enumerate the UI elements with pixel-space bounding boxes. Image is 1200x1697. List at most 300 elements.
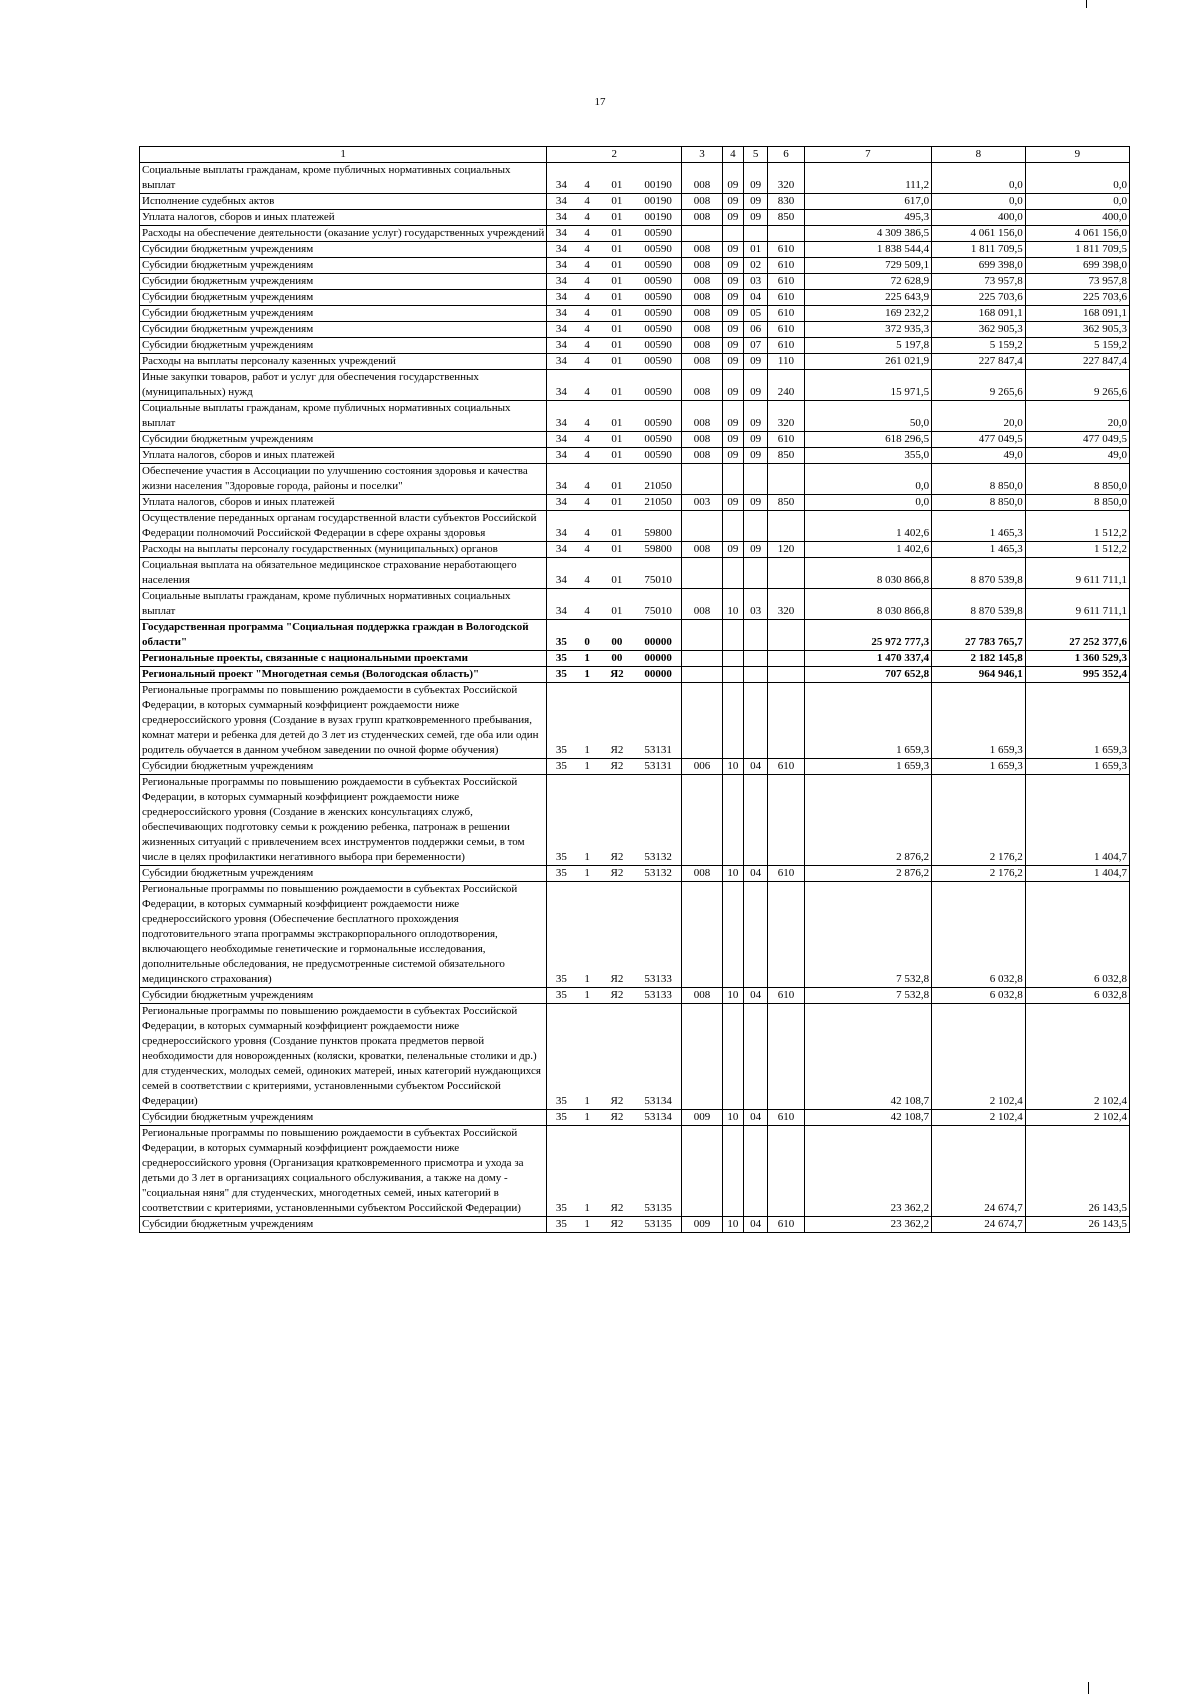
- cell-expense-type: 610: [768, 306, 804, 322]
- cell-subsection-code: 09: [743, 210, 767, 226]
- cell-direction-code: 00590: [635, 322, 682, 338]
- table-row: [140, 558, 1130, 589]
- cell-expense-type: [768, 1004, 804, 1110]
- cell-subsection-code: 07: [743, 338, 767, 354]
- cell-subsection-code: 06: [743, 322, 767, 338]
- cell-amount-col7: 1 402,6: [804, 542, 932, 558]
- cell-amount-col7: 42 108,7: [804, 1004, 932, 1110]
- cell-subprogram-code: 0: [575, 620, 598, 651]
- cell-direction-code: 00590: [635, 354, 682, 370]
- column-header: 9: [1025, 147, 1129, 163]
- cell-subprogram-code: 4: [575, 194, 598, 210]
- cell-activity-code: Я2: [599, 1126, 635, 1217]
- column-header: 4: [722, 147, 743, 163]
- cell-amount-col7: 8 030 866,8: [804, 589, 932, 620]
- table-row: [140, 432, 1130, 448]
- cell-section-code: 09: [722, 274, 743, 290]
- cell-description: Социальные выплаты гражданам, кроме публичных нормативных социальных выплат: [140, 401, 547, 432]
- cell-description: Социальные выплаты гражданам, кроме публичных нормативных социальных выплат: [140, 589, 547, 620]
- cell-amount-col7: 1 402,6: [804, 511, 932, 542]
- cell-direction-code: 59800: [635, 511, 682, 542]
- cell-amount-col7: 42 108,7: [804, 1110, 932, 1126]
- cell-direction-code: 21050: [635, 495, 682, 511]
- cell-expense-type: 610: [768, 432, 804, 448]
- table-row: [140, 667, 1130, 683]
- cell-subprogram-code: 1: [575, 683, 598, 759]
- cell-program-code: 35: [547, 1126, 576, 1217]
- cell-department-code: 008: [682, 210, 722, 226]
- cell-description: Иные закупки товаров, работ и услуг для обеспечения государственных (муниципальных) нужд: [140, 370, 547, 401]
- cell-amount-col9: 1 811 709,5: [1025, 242, 1129, 258]
- cell-expense-type: 610: [768, 290, 804, 306]
- cell-subprogram-code: 4: [575, 163, 598, 194]
- table-row: [140, 448, 1130, 464]
- cell-expense-type: [768, 683, 804, 759]
- table-row: [140, 988, 1130, 1004]
- cell-direction-code: 53132: [635, 775, 682, 866]
- table-row: [140, 306, 1130, 322]
- cell-description: Социальные выплаты гражданам, кроме публичных нормативных социальных выплат: [140, 163, 547, 194]
- cell-subsection-code: 05: [743, 306, 767, 322]
- cell-description: Уплата налогов, сборов и иных платежей: [140, 448, 547, 464]
- cell-section-code: [722, 882, 743, 988]
- cell-description: Расходы на обеспечение деятельности (оказание услуг) государственных учреждений: [140, 226, 547, 242]
- cell-subsection-code: 09: [743, 163, 767, 194]
- cell-amount-col7: 4 309 386,5: [804, 226, 932, 242]
- cell-activity-code: 01: [599, 306, 635, 322]
- cell-section-code: 09: [722, 448, 743, 464]
- table-row: [140, 274, 1130, 290]
- cell-activity-code: 01: [599, 401, 635, 432]
- cell-program-code: 34: [547, 274, 576, 290]
- cell-amount-col9: 227 847,4: [1025, 354, 1129, 370]
- cell-amount-col8: 0,0: [932, 163, 1026, 194]
- cell-expense-type: [768, 620, 804, 651]
- cell-program-code: 35: [547, 683, 576, 759]
- table-row: [140, 210, 1130, 226]
- cell-subsection-code: [743, 226, 767, 242]
- cell-amount-col8: 5 159,2: [932, 338, 1026, 354]
- cell-subsection-code: [743, 511, 767, 542]
- cell-department-code: 008: [682, 306, 722, 322]
- cell-activity-code: Я2: [599, 683, 635, 759]
- cell-subsection-code: [743, 667, 767, 683]
- cell-subsection-code: 04: [743, 290, 767, 306]
- cell-direction-code: 00190: [635, 163, 682, 194]
- cell-activity-code: 01: [599, 274, 635, 290]
- cell-amount-col8: 168 091,1: [932, 306, 1026, 322]
- cell-amount-col9: 9 611 711,1: [1025, 589, 1129, 620]
- cell-amount-col8: 362 905,3: [932, 322, 1026, 338]
- cell-description: Расходы на выплаты персоналу казенных учреждений: [140, 354, 547, 370]
- cell-amount-col8: 2 176,2: [932, 775, 1026, 866]
- cell-expense-type: [768, 775, 804, 866]
- cell-program-code: 34: [547, 194, 576, 210]
- cell-program-code: 34: [547, 511, 576, 542]
- cell-activity-code: 01: [599, 210, 635, 226]
- cell-section-code: [722, 1004, 743, 1110]
- cell-program-code: 34: [547, 495, 576, 511]
- cell-activity-code: Я2: [599, 759, 635, 775]
- cell-expense-type: 850: [768, 495, 804, 511]
- cell-subprogram-code: 4: [575, 542, 598, 558]
- cell-subsection-code: 04: [743, 1110, 767, 1126]
- cell-activity-code: 01: [599, 322, 635, 338]
- cell-amount-col8: 0,0: [932, 194, 1026, 210]
- cell-expense-type: 830: [768, 194, 804, 210]
- cell-program-code: 35: [547, 1110, 576, 1126]
- table-row: [140, 464, 1130, 495]
- cell-amount-col8: 2 182 145,8: [932, 651, 1026, 667]
- cell-expense-type: 320: [768, 163, 804, 194]
- cell-description: Социальная выплата на обязательное медицинское страхование неработающего населения: [140, 558, 547, 589]
- cell-amount-col8: 1 465,3: [932, 511, 1026, 542]
- cell-subsection-code: 09: [743, 354, 767, 370]
- cell-amount-col7: 111,2: [804, 163, 932, 194]
- cell-direction-code: 00590: [635, 338, 682, 354]
- cell-amount-col9: 995 352,4: [1025, 667, 1129, 683]
- table-row: [140, 882, 1130, 988]
- cell-expense-type: 120: [768, 542, 804, 558]
- cell-activity-code: Я2: [599, 866, 635, 882]
- cell-subsection-code: 09: [743, 542, 767, 558]
- cell-program-code: 35: [547, 620, 576, 651]
- cell-expense-type: [768, 882, 804, 988]
- cell-activity-code: 01: [599, 448, 635, 464]
- cell-subsection-code: 03: [743, 274, 767, 290]
- cell-activity-code: Я2: [599, 988, 635, 1004]
- cell-department-code: [682, 1004, 722, 1110]
- cell-direction-code: 53132: [635, 866, 682, 882]
- cell-section-code: 09: [722, 322, 743, 338]
- cell-activity-code: 01: [599, 370, 635, 401]
- cell-program-code: 34: [547, 290, 576, 306]
- cell-section-code: [722, 667, 743, 683]
- cell-direction-code: 00590: [635, 242, 682, 258]
- cell-amount-col8: 2 176,2: [932, 866, 1026, 882]
- cell-subsection-code: [743, 464, 767, 495]
- cell-section-code: 09: [722, 401, 743, 432]
- table-row: [140, 290, 1130, 306]
- cell-description: Субсидии бюджетным учреждениям: [140, 1110, 547, 1126]
- cell-subsection-code: [743, 558, 767, 589]
- cell-section-code: 09: [722, 306, 743, 322]
- cell-section-code: [722, 1126, 743, 1217]
- column-header: 2: [547, 147, 682, 163]
- cell-activity-code: 01: [599, 226, 635, 242]
- cell-subprogram-code: 4: [575, 274, 598, 290]
- table-row: [140, 759, 1130, 775]
- cell-amount-col9: 9 265,6: [1025, 370, 1129, 401]
- cell-expense-type: [768, 511, 804, 542]
- cell-expense-type: 610: [768, 1217, 804, 1233]
- cell-expense-type: [768, 464, 804, 495]
- cell-amount-col9: 1 404,7: [1025, 775, 1129, 866]
- cell-department-code: 003: [682, 495, 722, 511]
- table-row: [140, 1126, 1130, 1217]
- table-row: [140, 354, 1130, 370]
- cell-subprogram-code: 4: [575, 306, 598, 322]
- cell-amount-col9: 4 061 156,0: [1025, 226, 1129, 242]
- cell-expense-type: 850: [768, 448, 804, 464]
- cell-department-code: [682, 464, 722, 495]
- cell-amount-col8: 49,0: [932, 448, 1026, 464]
- cell-amount-col7: 618 296,5: [804, 432, 932, 448]
- cell-amount-col9: 362 905,3: [1025, 322, 1129, 338]
- cell-amount-col8: 6 032,8: [932, 882, 1026, 988]
- cell-amount-col9: 225 703,6: [1025, 290, 1129, 306]
- table-row: [140, 866, 1130, 882]
- cell-amount-col7: 15 971,5: [804, 370, 932, 401]
- cell-direction-code: 00590: [635, 290, 682, 306]
- cell-program-code: 35: [547, 988, 576, 1004]
- cell-activity-code: 01: [599, 242, 635, 258]
- cell-direction-code: 53135: [635, 1217, 682, 1233]
- cell-amount-col9: 20,0: [1025, 401, 1129, 432]
- cell-program-code: 34: [547, 370, 576, 401]
- cell-amount-col8: 477 049,5: [932, 432, 1026, 448]
- cell-department-code: 008: [682, 448, 722, 464]
- cell-amount-col9: 477 049,5: [1025, 432, 1129, 448]
- cell-expense-type: 610: [768, 338, 804, 354]
- budget-table: [139, 146, 1130, 1233]
- table-row: [140, 620, 1130, 651]
- cell-subprogram-code: 4: [575, 448, 598, 464]
- cell-amount-col7: 169 232,2: [804, 306, 932, 322]
- page-number: 17: [594, 96, 606, 108]
- column-header: 8: [932, 147, 1026, 163]
- cell-subsection-code: 03: [743, 589, 767, 620]
- cell-description: Субсидии бюджетным учреждениям: [140, 258, 547, 274]
- cell-description: Осуществление переданных органам государственной власти субъектов Российской Федерации полномочий Российской Федерации в сфере охраны здоровья: [140, 511, 547, 542]
- cell-subprogram-code: 4: [575, 338, 598, 354]
- table-row: [140, 542, 1130, 558]
- cell-description: Уплата налогов, сборов и иных платежей: [140, 495, 547, 511]
- column-header: 7: [804, 147, 932, 163]
- scan-mark-bottom: [1088, 1682, 1089, 1694]
- cell-subprogram-code: 4: [575, 495, 598, 511]
- cell-program-code: 34: [547, 432, 576, 448]
- cell-activity-code: 00: [599, 620, 635, 651]
- cell-direction-code: 53131: [635, 759, 682, 775]
- cell-subprogram-code: 1: [575, 1110, 598, 1126]
- table-row: [140, 495, 1130, 511]
- cell-direction-code: 53133: [635, 882, 682, 988]
- cell-subsection-code: 09: [743, 370, 767, 401]
- cell-activity-code: Я2: [599, 1217, 635, 1233]
- cell-amount-col7: 495,3: [804, 210, 932, 226]
- cell-direction-code: 59800: [635, 542, 682, 558]
- cell-program-code: 34: [547, 210, 576, 226]
- cell-department-code: [682, 775, 722, 866]
- cell-amount-col7: 261 021,9: [804, 354, 932, 370]
- cell-subprogram-code: 4: [575, 290, 598, 306]
- table-body: [140, 163, 1130, 1233]
- cell-description: Исполнение судебных актов: [140, 194, 547, 210]
- cell-amount-col9: 6 032,8: [1025, 882, 1129, 988]
- cell-amount-col9: 26 143,5: [1025, 1217, 1129, 1233]
- cell-amount-col8: 8 850,0: [932, 464, 1026, 495]
- cell-subprogram-code: 4: [575, 432, 598, 448]
- cell-direction-code: 00190: [635, 210, 682, 226]
- table-row: [140, 338, 1130, 354]
- cell-amount-col7: 7 532,8: [804, 882, 932, 988]
- cell-expense-type: 610: [768, 988, 804, 1004]
- cell-direction-code: 53131: [635, 683, 682, 759]
- cell-program-code: 35: [547, 866, 576, 882]
- cell-amount-col8: 1 811 709,5: [932, 242, 1026, 258]
- cell-activity-code: Я2: [599, 1110, 635, 1126]
- cell-program-code: 35: [547, 667, 576, 683]
- cell-subprogram-code: 1: [575, 759, 598, 775]
- cell-department-code: 009: [682, 1110, 722, 1126]
- cell-subsection-code: 01: [743, 242, 767, 258]
- cell-subsection-code: [743, 1004, 767, 1110]
- scan-mark-top: [1086, 0, 1087, 8]
- cell-amount-col9: 400,0: [1025, 210, 1129, 226]
- cell-expense-type: [768, 667, 804, 683]
- cell-expense-type: 320: [768, 589, 804, 620]
- cell-amount-col9: 26 143,5: [1025, 1126, 1129, 1217]
- table-row: [140, 1004, 1130, 1110]
- cell-amount-col9: 5 159,2: [1025, 338, 1129, 354]
- cell-amount-col9: 49,0: [1025, 448, 1129, 464]
- cell-amount-col7: 8 030 866,8: [804, 558, 932, 589]
- cell-department-code: 008: [682, 542, 722, 558]
- cell-amount-col7: 0,0: [804, 464, 932, 495]
- cell-program-code: 34: [547, 163, 576, 194]
- cell-description: Региональные программы по повышению рождаемости в субъектах Российской Федерации, в которых суммарный коэффициент рождаемости ниже среднероссийского уровня (Обеспечение бесплатного прохождения подготовительного этапа программы экстракорпорального оплодотворения, включающего необходимые генетические и гормональные исследования, дополнительные обследования, не предусмотренные системой обязательного медицинского страхования): [140, 882, 547, 988]
- cell-section-code: [722, 651, 743, 667]
- cell-amount-col9: 8 850,0: [1025, 495, 1129, 511]
- cell-section-code: 09: [722, 163, 743, 194]
- cell-department-code: [682, 558, 722, 589]
- cell-expense-type: 110: [768, 354, 804, 370]
- cell-activity-code: Я2: [599, 667, 635, 683]
- cell-subprogram-code: 1: [575, 866, 598, 882]
- cell-department-code: 006: [682, 759, 722, 775]
- cell-amount-col8: 1 659,3: [932, 683, 1026, 759]
- cell-expense-type: [768, 558, 804, 589]
- cell-section-code: 10: [722, 1217, 743, 1233]
- cell-department-code: 008: [682, 432, 722, 448]
- table-row: [140, 511, 1130, 542]
- cell-description: Региональные программы по повышению рождаемости в субъектах Российской Федерации, в которых суммарный коэффициент рождаемости ниже среднероссийского уровня (Создание в женских консультациях служб, обеспечивающих подготовку семьи к рождению ребенка, патронаж в решении жизненных ситуаций с привлечением всех инструментов поддержки семьи, в том числе в целях профилактики негативного выбора при беременности): [140, 775, 547, 866]
- cell-department-code: 008: [682, 322, 722, 338]
- cell-program-code: 35: [547, 1004, 576, 1110]
- cell-activity-code: 01: [599, 495, 635, 511]
- cell-activity-code: 01: [599, 464, 635, 495]
- cell-subsection-code: 04: [743, 759, 767, 775]
- cell-subprogram-code: 1: [575, 651, 598, 667]
- cell-amount-col8: 8 870 539,8: [932, 558, 1026, 589]
- cell-program-code: 34: [547, 258, 576, 274]
- cell-amount-col8: 1 465,3: [932, 542, 1026, 558]
- cell-subprogram-code: 4: [575, 401, 598, 432]
- cell-expense-type: [768, 651, 804, 667]
- cell-subprogram-code: 4: [575, 370, 598, 401]
- cell-section-code: 09: [722, 370, 743, 401]
- column-header: 1: [140, 147, 547, 163]
- cell-department-code: [682, 882, 722, 988]
- table-row: [140, 683, 1130, 759]
- cell-direction-code: 00000: [635, 620, 682, 651]
- column-header: 6: [768, 147, 804, 163]
- table-row: [140, 258, 1130, 274]
- cell-amount-col8: 400,0: [932, 210, 1026, 226]
- cell-section-code: 09: [722, 210, 743, 226]
- cell-section-code: 09: [722, 495, 743, 511]
- cell-subprogram-code: 1: [575, 988, 598, 1004]
- cell-section-code: 09: [722, 242, 743, 258]
- cell-section-code: 09: [722, 542, 743, 558]
- cell-subprogram-code: 4: [575, 511, 598, 542]
- cell-department-code: 008: [682, 274, 722, 290]
- cell-activity-code: 01: [599, 558, 635, 589]
- cell-program-code: 34: [547, 242, 576, 258]
- cell-section-code: 10: [722, 866, 743, 882]
- cell-amount-col9: 9 611 711,1: [1025, 558, 1129, 589]
- cell-direction-code: 00000: [635, 667, 682, 683]
- column-header: 3: [682, 147, 722, 163]
- cell-activity-code: 01: [599, 511, 635, 542]
- cell-activity-code: 01: [599, 338, 635, 354]
- cell-program-code: 35: [547, 882, 576, 988]
- cell-amount-col9: 1 512,2: [1025, 511, 1129, 542]
- cell-direction-code: 75010: [635, 589, 682, 620]
- cell-activity-code: 00: [599, 651, 635, 667]
- table-row: [140, 1110, 1130, 1126]
- cell-amount-col7: 225 643,9: [804, 290, 932, 306]
- cell-description: Региональные программы по повышению рождаемости в субъектах Российской Федерации, в которых суммарный коэффициент рождаемости ниже среднероссийского уровня (Создание пунктов проката предметов первой необходимости для новорожденных (коляски, кроватки, пеленальные столики и др.) для студенческих, молодых семей, одиноких матерей, иных категорий нуждающихся семей в соответствии с критериями, установленными субъектом Российской Федерации): [140, 1004, 547, 1110]
- table-row: [140, 226, 1130, 242]
- cell-department-code: 009: [682, 1217, 722, 1233]
- cell-description: Субсидии бюджетным учреждениям: [140, 290, 547, 306]
- table-row: [140, 163, 1130, 194]
- cell-description: Региональные программы по повышению рождаемости в субъектах Российской Федерации, в которых суммарный коэффициент рождаемости ниже среднероссийского уровня (Создание в вузах групп кратковременного пребывания, комнат матери и ребенка для детей до 3 лет из студенческих семей, где оба или один родитель обучается в данном учебном заведении по очной форме обучения): [140, 683, 547, 759]
- cell-amount-col7: 50,0: [804, 401, 932, 432]
- cell-description: Субсидии бюджетным учреждениям: [140, 1217, 547, 1233]
- cell-amount-col8: 4 061 156,0: [932, 226, 1026, 242]
- cell-activity-code: 01: [599, 163, 635, 194]
- cell-department-code: [682, 226, 722, 242]
- cell-subsection-code: 02: [743, 258, 767, 274]
- cell-subprogram-code: 4: [575, 258, 598, 274]
- cell-direction-code: 00590: [635, 226, 682, 242]
- cell-direction-code: 00590: [635, 401, 682, 432]
- cell-program-code: 34: [547, 226, 576, 242]
- cell-direction-code: 53134: [635, 1004, 682, 1110]
- cell-amount-col7: 1 470 337,4: [804, 651, 932, 667]
- cell-program-code: 34: [547, 542, 576, 558]
- table-row: [140, 322, 1130, 338]
- cell-activity-code: 01: [599, 258, 635, 274]
- cell-subsection-code: 09: [743, 401, 767, 432]
- cell-amount-col9: 27 252 377,6: [1025, 620, 1129, 651]
- cell-direction-code: 21050: [635, 464, 682, 495]
- cell-expense-type: 320: [768, 401, 804, 432]
- cell-subprogram-code: 4: [575, 226, 598, 242]
- cell-amount-col8: 1 659,3: [932, 759, 1026, 775]
- table-row: [140, 194, 1130, 210]
- cell-description: Субсидии бюджетным учреждениям: [140, 866, 547, 882]
- cell-department-code: 008: [682, 988, 722, 1004]
- cell-department-code: 008: [682, 194, 722, 210]
- cell-amount-col9: 2 102,4: [1025, 1004, 1129, 1110]
- cell-department-code: 008: [682, 354, 722, 370]
- cell-amount-col8: 225 703,6: [932, 290, 1026, 306]
- cell-section-code: 09: [722, 290, 743, 306]
